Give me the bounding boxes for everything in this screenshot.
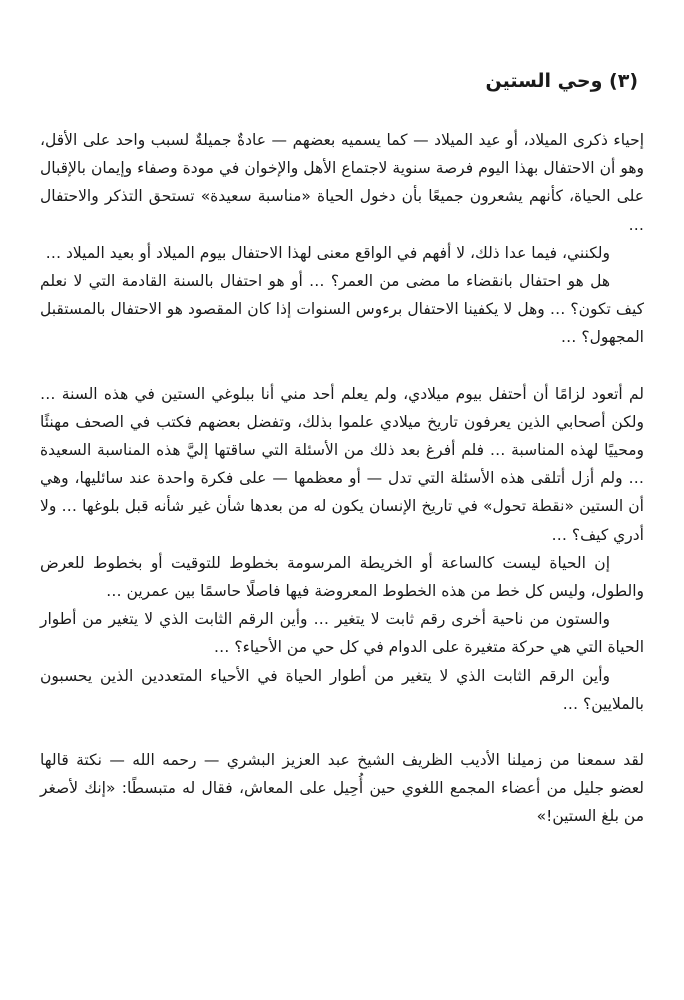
paragraph: إحياء ذكرى الميلاد، أو عيد الميلاد — كما يسميه بعضهم — عادةٌ جميلةٌ لسبب واحد على الأقل، وهو أن الاحتفال بهذا اليوم فرصة سنوية لاجتماع الأهل والإخوان في مودة وصفاء وإيمان بالإقبال على الحياة، كأنهم يشعرون جميعًا بأن دخول الحياة «مناسبة سعيدة» تستحق التذكر والاحتفال … — [40, 131, 644, 234]
paragraph: ولكنني، فيما عدا ذلك، لا أفهم في الواقع معنى لهذا الاحتفال بيوم الميلاد أو بعيد الميلاد … — [45, 243, 610, 262]
paragraph: لم أتعود لزامًا أن أحتفل بيوم ميلادي، ولم يعلم أحد مني أنا ببلوغي الستين في هذه السنة … ولكن أصحابي الذين يعرفون تاريخ ميلادي علموا بذلك، وتفضل بعضهم فكتب في الصحف مهنئًا ومحييًا لهذه المناسبة … فلم أفرغ بعد ذلك من الأسئلة التي ساقتها إليَّ هذه المناسبة السعيدة … ولم أزل أتلقى هذه الأسئلة التي تدل — أو معظمها — على فكرة واحدة عند سائليها، وهي أن الستين «نقطة تحول» في تاريخ الإنسان يكون له من بعدها شأن غير شأنه قبل بلوغها … ولا أدري كيف؟ … — [40, 384, 644, 544]
paragraph: والستون من ناحية أخرى رقم ثابت لا يتغير … وأين الرقم الثابت الذي لا يتغير من أطوار الحياة التي هي حركة متغيرة على الدوام في كل حي من الأحياء؟ … — [40, 610, 644, 657]
section-break — [40, 718, 644, 746]
paragraph: لقد سمعنا من زميلنا الأديب الظريف الشيخ عبد العزيز البشري — رحمه الله — نكتة قالها لعضو جليل من أعضاء المجمع اللغوي حين أُحِيل على المعاش، فقال له متبسطًا: «إنك لأصغر من بلغ الستين!» — [40, 751, 644, 826]
chapter-title: (٣) وحي الستين — [485, 70, 638, 92]
section-break — [40, 352, 644, 380]
paragraph: هل هو احتفال بانقضاء ما مضى من العمر؟ … أو هو احتفال بالسنة القادمة التي لا نعلم كيف تكون؟ … وهل لا يكفينا الاحتفال برءوس السنوات إذا كان المقصود هو الاحتفال بالمستقبل المجهول؟ … — [40, 272, 644, 347]
paragraph: وأين الرقم الثابت الذي لا يتغير من أطوار الحياة في الأحياء المتعددين الذين يحسبون بالملايين؟ … — [40, 666, 644, 713]
paragraph: إن الحياة ليست كالساعة أو الخريطة المرسومة بخطوط للتوقيت أو بخطوط للعرض والطول، وليس كل خط من هذه الخطوط المعروضة فيها فاصلًا حاسمًا بين عمرين … — [40, 553, 644, 601]
